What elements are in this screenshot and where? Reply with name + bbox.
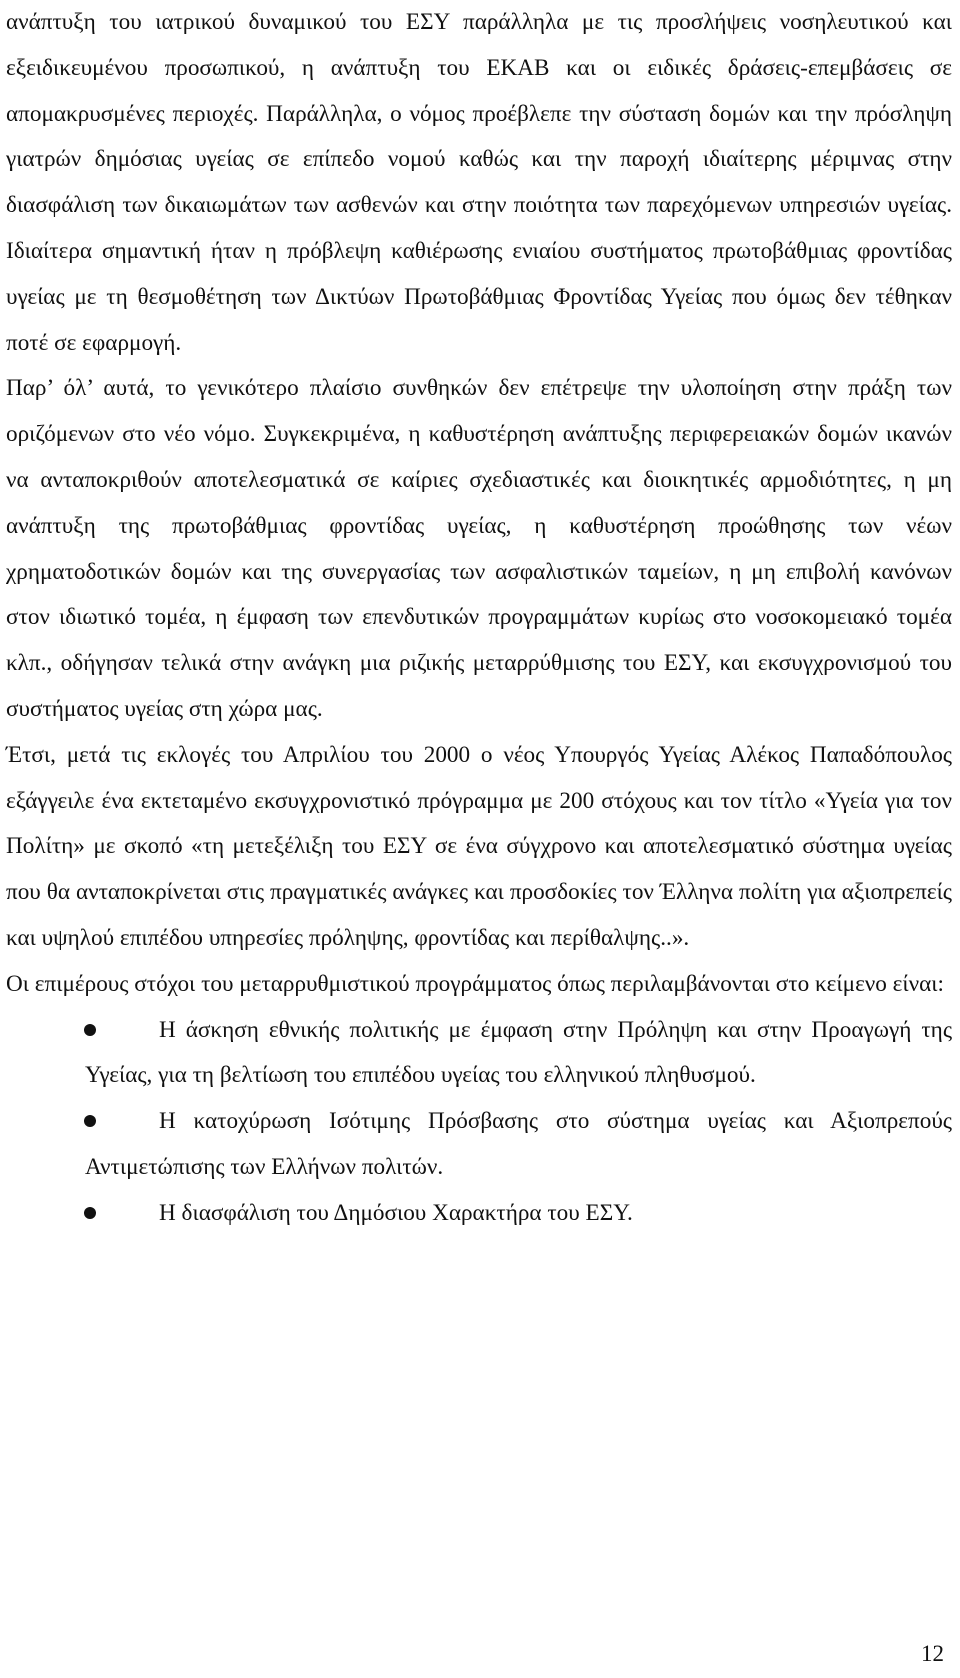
list-item-text: Η άσκηση εθνικής πολιτικής με έμφαση στην Πρόληψη και στην Προαγωγή της Υγείας, για τη βελτίωση του επιπέδου υγείας του ελληνικού πληθυσμού. <box>85 1016 952 1089</box>
bullet-icon <box>84 1115 96 1127</box>
list-item-text: Η κατοχύρωση Ισότιμης Πρόσβασης στο σύστημα υγείας και Αξιοπρεπούς Αντιμετώπισης των Ελλήνων πολιτών. <box>85 1108 952 1180</box>
paragraph-program-goals-intro: Οι επιμέρους στόχοι του μεταρρυθμιστικού προγράμματος όπως περιλαμβάνονται στο κείμενο είναι: <box>6 970 944 997</box>
list-item <box>6 1099 952 1191</box>
document-body <box>6 0 952 1237</box>
list-item-text: Η διασφάλιση του Δημόσιου Χαρακτήρα του ΕΣΥ. <box>159 1199 633 1226</box>
page-number: 12 <box>921 1641 944 1666</box>
paragraph-implementation-delays: Παρ’ όλ’ αυτά, το γενικότερο πλαίσιο συνθηκών δεν επέτρεψε την υλοποίηση στην πράξη των οριζόμενων στο νέο νόμο. Συγκεκριμένα, η καθυστέρηση ανάπτυξης περιφερειακών δομών ικανών να ανταποκριθούν αποτελεσματικά σε καίριες σχεδιαστικές και διοικητικές αρμοδιότητες, η μη ανάπτυξη της πρωτοβάθμιας φροντίδας υγείας, η καθυστέρηση προώθησης των νέων χρηματοδοτικών δομών και της συνεργασίας των ασφαλιστικών ταμείων, η μη επιβολή κανόνων στον ιδιωτικό τομέα, η έμφαση των επενδυτικών προγραμμάτων κυρίως στο νοσοκομειακό τομέα κλπ., οδήγησαν τελικά στην ανάγκη μια ριζικής μεταρρύθμισης του ΕΣΥ, και εκσυγχρονισμού του συστήματος υγείας στη χώρα μας. <box>6 375 952 722</box>
paragraph-health-for-citizen-program: Έτσι, μετά τις εκλογές του Απριλίου του 2000 ο νέος Υπουργός Υγείας Αλέκος Παπαδόπουλος εξάγγειλε ένα εκτεταμένο εκσυγχρονιστικό πρόγραμμα με 200 στόχους και τον τίτλο «Υγεία για τον Πολίτη» με σκοπό «τη μετεξέλιξη του ΕΣΥ σε ένα σύγχρονο και αποτελεσματικό σύστημα υγείας που θα ανταποκρίνεται στις πραγματικές ανάγκες και προσδοκίες τον Έλληνα πολίτη για αξιοπρεπείς και υψηλού επιπέδου υπηρεσίες πρόληψης, φροντίδας και περίθαλψης..». <box>6 741 952 951</box>
list-item <box>6 1008 952 1100</box>
paragraph-health-law-provisions: ανάπτυξη του ιατρικού δυναμικού του ΕΣΥ παράλληλα με τις προσλήψεις νοσηλευτικού και εξειδικευμένου προσωπικού, η ανάπτυξη του ΕΚΑΒ και οι ειδικές δράσεις-επεμβάσεις σε απομακρυσμένες περιοχές. Παράλληλα, ο νόμος προέβλεπε την σύσταση δομών και την πρόσληψη γιατρών δημόσιας υγείας σε επίπεδο νομού καθώς και την παροχή ιδιαίτερης μέριμνας στην διασφάλιση των δικαιωμάτων των ασθενών και στην ποιότητα των παρεχόμενων υπηρεσιών υγείας. Ιδιαίτερα σημαντική ήταν η πρόβλεψη καθιέρωσης ενιαίου συστήματος πρωτοβάθμιας φροντίδας υγείας με τη θεσμοθέτηση των Δικτύων Πρωτοβάθμιας Φροντίδας Υγείας που όμως δεν τέθηκαν ποτέ σε εφαρμογή. <box>6 9 952 356</box>
bullet-icon <box>84 1207 96 1219</box>
goals-bullet-list <box>6 1008 952 1237</box>
list-item <box>6 1191 952 1237</box>
bullet-icon <box>84 1024 96 1036</box>
